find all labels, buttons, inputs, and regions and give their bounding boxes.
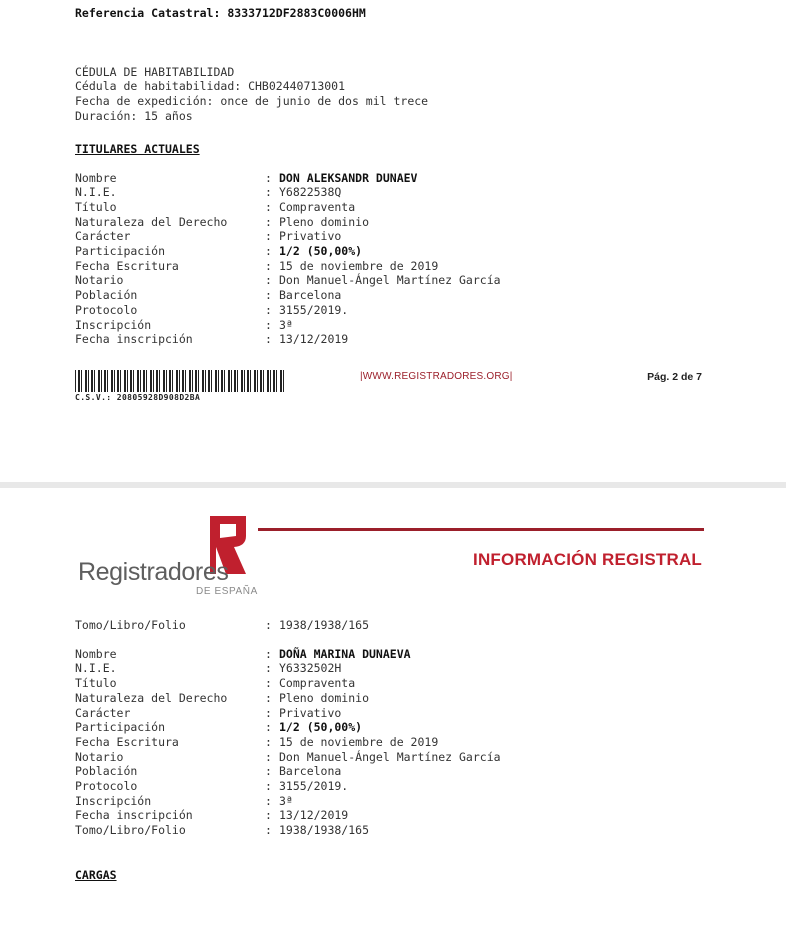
field-value: Y6332502H — [279, 661, 342, 676]
field-value: Don Manuel-Ángel Martínez García — [279, 749, 501, 764]
table-row — [75, 764, 746, 779]
field-key: Fecha Escritura — [75, 734, 179, 749]
header-title: INFORMACIÓN REGISTRAL — [473, 550, 702, 569]
cedula-line-2: Fecha de expedición: once de junio de dos mil trece — [75, 94, 429, 109]
field-value: 13/12/2019 — [279, 808, 349, 823]
field-key: Protocolo — [75, 302, 138, 317]
field-key: Participación — [75, 720, 166, 735]
table-row — [75, 229, 746, 244]
field-value: 13/12/2019 — [279, 332, 349, 347]
field-sep: : — [265, 793, 272, 808]
table-row — [75, 720, 746, 735]
table-row — [75, 318, 746, 333]
field-value: 3155/2019. — [279, 302, 349, 317]
table-row — [75, 676, 746, 691]
table-row — [75, 823, 746, 838]
field-sep: : — [265, 690, 272, 705]
field-key: Naturaleza del Derecho — [75, 690, 228, 705]
field-sep: : — [265, 214, 272, 229]
field-value: DON ALEKSANDR DUNAEV — [279, 170, 418, 185]
field-value: Compraventa — [279, 676, 356, 691]
table-row — [75, 661, 746, 676]
cargas-block — [0, 838, 786, 883]
field-sep: : — [265, 705, 272, 720]
table-row — [75, 618, 746, 633]
table-row — [75, 288, 746, 303]
cedula-line-3: Duración: 15 años — [75, 108, 193, 123]
page-2-header — [0, 488, 786, 618]
field-value: Pleno dominio — [279, 690, 370, 705]
field-key: Fecha Escritura — [75, 258, 179, 273]
field-key: Inscripción — [75, 793, 152, 808]
field-key: Nombre — [75, 646, 117, 661]
table-row — [75, 794, 746, 809]
table-row — [75, 200, 746, 215]
tomo-block — [0, 618, 786, 633]
field-value: 1938/1938/165 — [279, 823, 370, 838]
cedula-heading: CÉDULA DE HABITABILIDAD — [75, 64, 235, 79]
field-key: Participación — [75, 244, 166, 259]
document-page-2 — [0, 488, 786, 948]
field-key: N.I.E. — [75, 661, 117, 676]
field-value: Don Manuel-Ángel Martínez García — [279, 273, 501, 288]
page-number: Pág. 2 de 7 — [647, 371, 702, 383]
field-value: 1/2 (50,00%) — [279, 720, 363, 735]
field-key: Población — [75, 764, 138, 779]
catastral-value: 8333712DF2883C0006HM — [227, 6, 366, 20]
field-value: Compraventa — [279, 199, 356, 214]
titular-table-1 — [0, 171, 786, 347]
table-row — [75, 273, 746, 288]
field-key: Naturaleza del Derecho — [75, 214, 228, 229]
field-value: 3ª — [279, 317, 293, 332]
field-value: Pleno dominio — [279, 214, 370, 229]
table-row — [75, 706, 746, 721]
field-sep: : — [265, 646, 272, 661]
field-value: 3155/2019. — [279, 779, 349, 794]
field-sep: : — [265, 823, 272, 838]
table-row — [75, 750, 746, 765]
table-row — [75, 332, 746, 347]
csv-code: C.S.V.: 20805928D908D2BA — [75, 393, 201, 402]
field-sep: : — [265, 808, 272, 823]
field-value: Privativo — [279, 705, 342, 720]
field-key: Tomo/Libro/Folio — [75, 618, 186, 632]
field-value: Barcelona — [279, 764, 342, 779]
cedula-block — [0, 65, 786, 124]
field-sep: : — [265, 273, 272, 288]
table-row — [75, 215, 746, 230]
table-row — [75, 259, 746, 274]
field-sep: : — [265, 734, 272, 749]
field-sep: : — [265, 288, 272, 303]
field-sep: : — [265, 185, 272, 200]
titulares-actuales-heading: TITULARES ACTUALES — [75, 141, 200, 156]
titulares-heading-block — [0, 138, 786, 157]
logo-subtitle: DE ESPAÑA — [196, 586, 258, 597]
cedula-line-1: Cédula de habitabilidad: CHB02440713001 — [75, 79, 346, 94]
table-row — [75, 244, 746, 259]
field-sep: : — [265, 170, 272, 185]
page-1-footer — [0, 370, 786, 410]
table-row — [75, 691, 746, 706]
field-key: Carácter — [75, 229, 131, 244]
field-key: Tomo/Libro/Folio — [75, 823, 186, 838]
field-key: Fecha inscripción — [75, 808, 193, 823]
catastral-line — [75, 6, 746, 21]
field-key: Nombre — [75, 170, 117, 185]
field-sep: : — [265, 229, 272, 244]
barcode-icon — [75, 370, 285, 392]
field-value: Y6822538Q — [279, 185, 342, 200]
spacer — [0, 21, 786, 65]
spacer — [0, 124, 786, 138]
spacer — [0, 633, 786, 647]
field-sep: : — [265, 258, 272, 273]
field-sep: : — [265, 199, 272, 214]
table-row — [75, 647, 746, 662]
field-key: Notario — [75, 749, 124, 764]
field-key: Carácter — [75, 705, 131, 720]
field-sep: : — [265, 779, 272, 794]
spacer — [0, 157, 786, 171]
registradores-url: |WWW.REGISTRADORES.ORG| — [360, 371, 513, 382]
field-sep: : — [265, 661, 272, 676]
field-key: N.I.E. — [75, 185, 117, 200]
logo-wordmark: Registradores — [78, 558, 229, 586]
catastral-label: Referencia Catastral: — [75, 6, 221, 20]
cargas-heading: CARGAS — [75, 867, 117, 882]
field-key: Población — [75, 288, 138, 303]
field-key: Protocolo — [75, 779, 138, 794]
field-sep: : — [265, 244, 272, 259]
field-sep: : — [265, 676, 272, 691]
table-row — [75, 735, 746, 750]
table-row — [75, 171, 746, 186]
field-value: Barcelona — [279, 288, 342, 303]
field-value: 15 de noviembre de 2019 — [279, 258, 439, 273]
field-value: 3ª — [279, 793, 293, 808]
field-value: DOÑA MARINA DUNAEVA — [279, 646, 411, 661]
field-sep: : — [265, 332, 272, 347]
field-sep: : — [265, 720, 272, 735]
registradores-logo — [78, 514, 268, 614]
field-sep: : — [265, 618, 272, 632]
field-sep: : — [265, 764, 272, 779]
field-value: 1938/1938/165 — [279, 618, 370, 632]
titular-table-2 — [0, 647, 786, 838]
field-value: 15 de noviembre de 2019 — [279, 734, 439, 749]
field-sep: : — [265, 749, 272, 764]
field-value: 1/2 (50,00%) — [279, 244, 363, 259]
field-key: Fecha inscripción — [75, 332, 193, 347]
header-rule — [258, 528, 704, 531]
field-value: Privativo — [279, 229, 342, 244]
table-row — [75, 779, 746, 794]
field-key: Título — [75, 676, 117, 691]
field-key: Título — [75, 199, 117, 214]
table-row — [75, 303, 746, 318]
field-sep: : — [265, 302, 272, 317]
catastral-block — [0, 0, 786, 21]
table-row — [75, 808, 746, 823]
field-sep: : — [265, 317, 272, 332]
field-key: Notario — [75, 273, 124, 288]
table-row — [75, 185, 746, 200]
field-key: Inscripción — [75, 317, 152, 332]
